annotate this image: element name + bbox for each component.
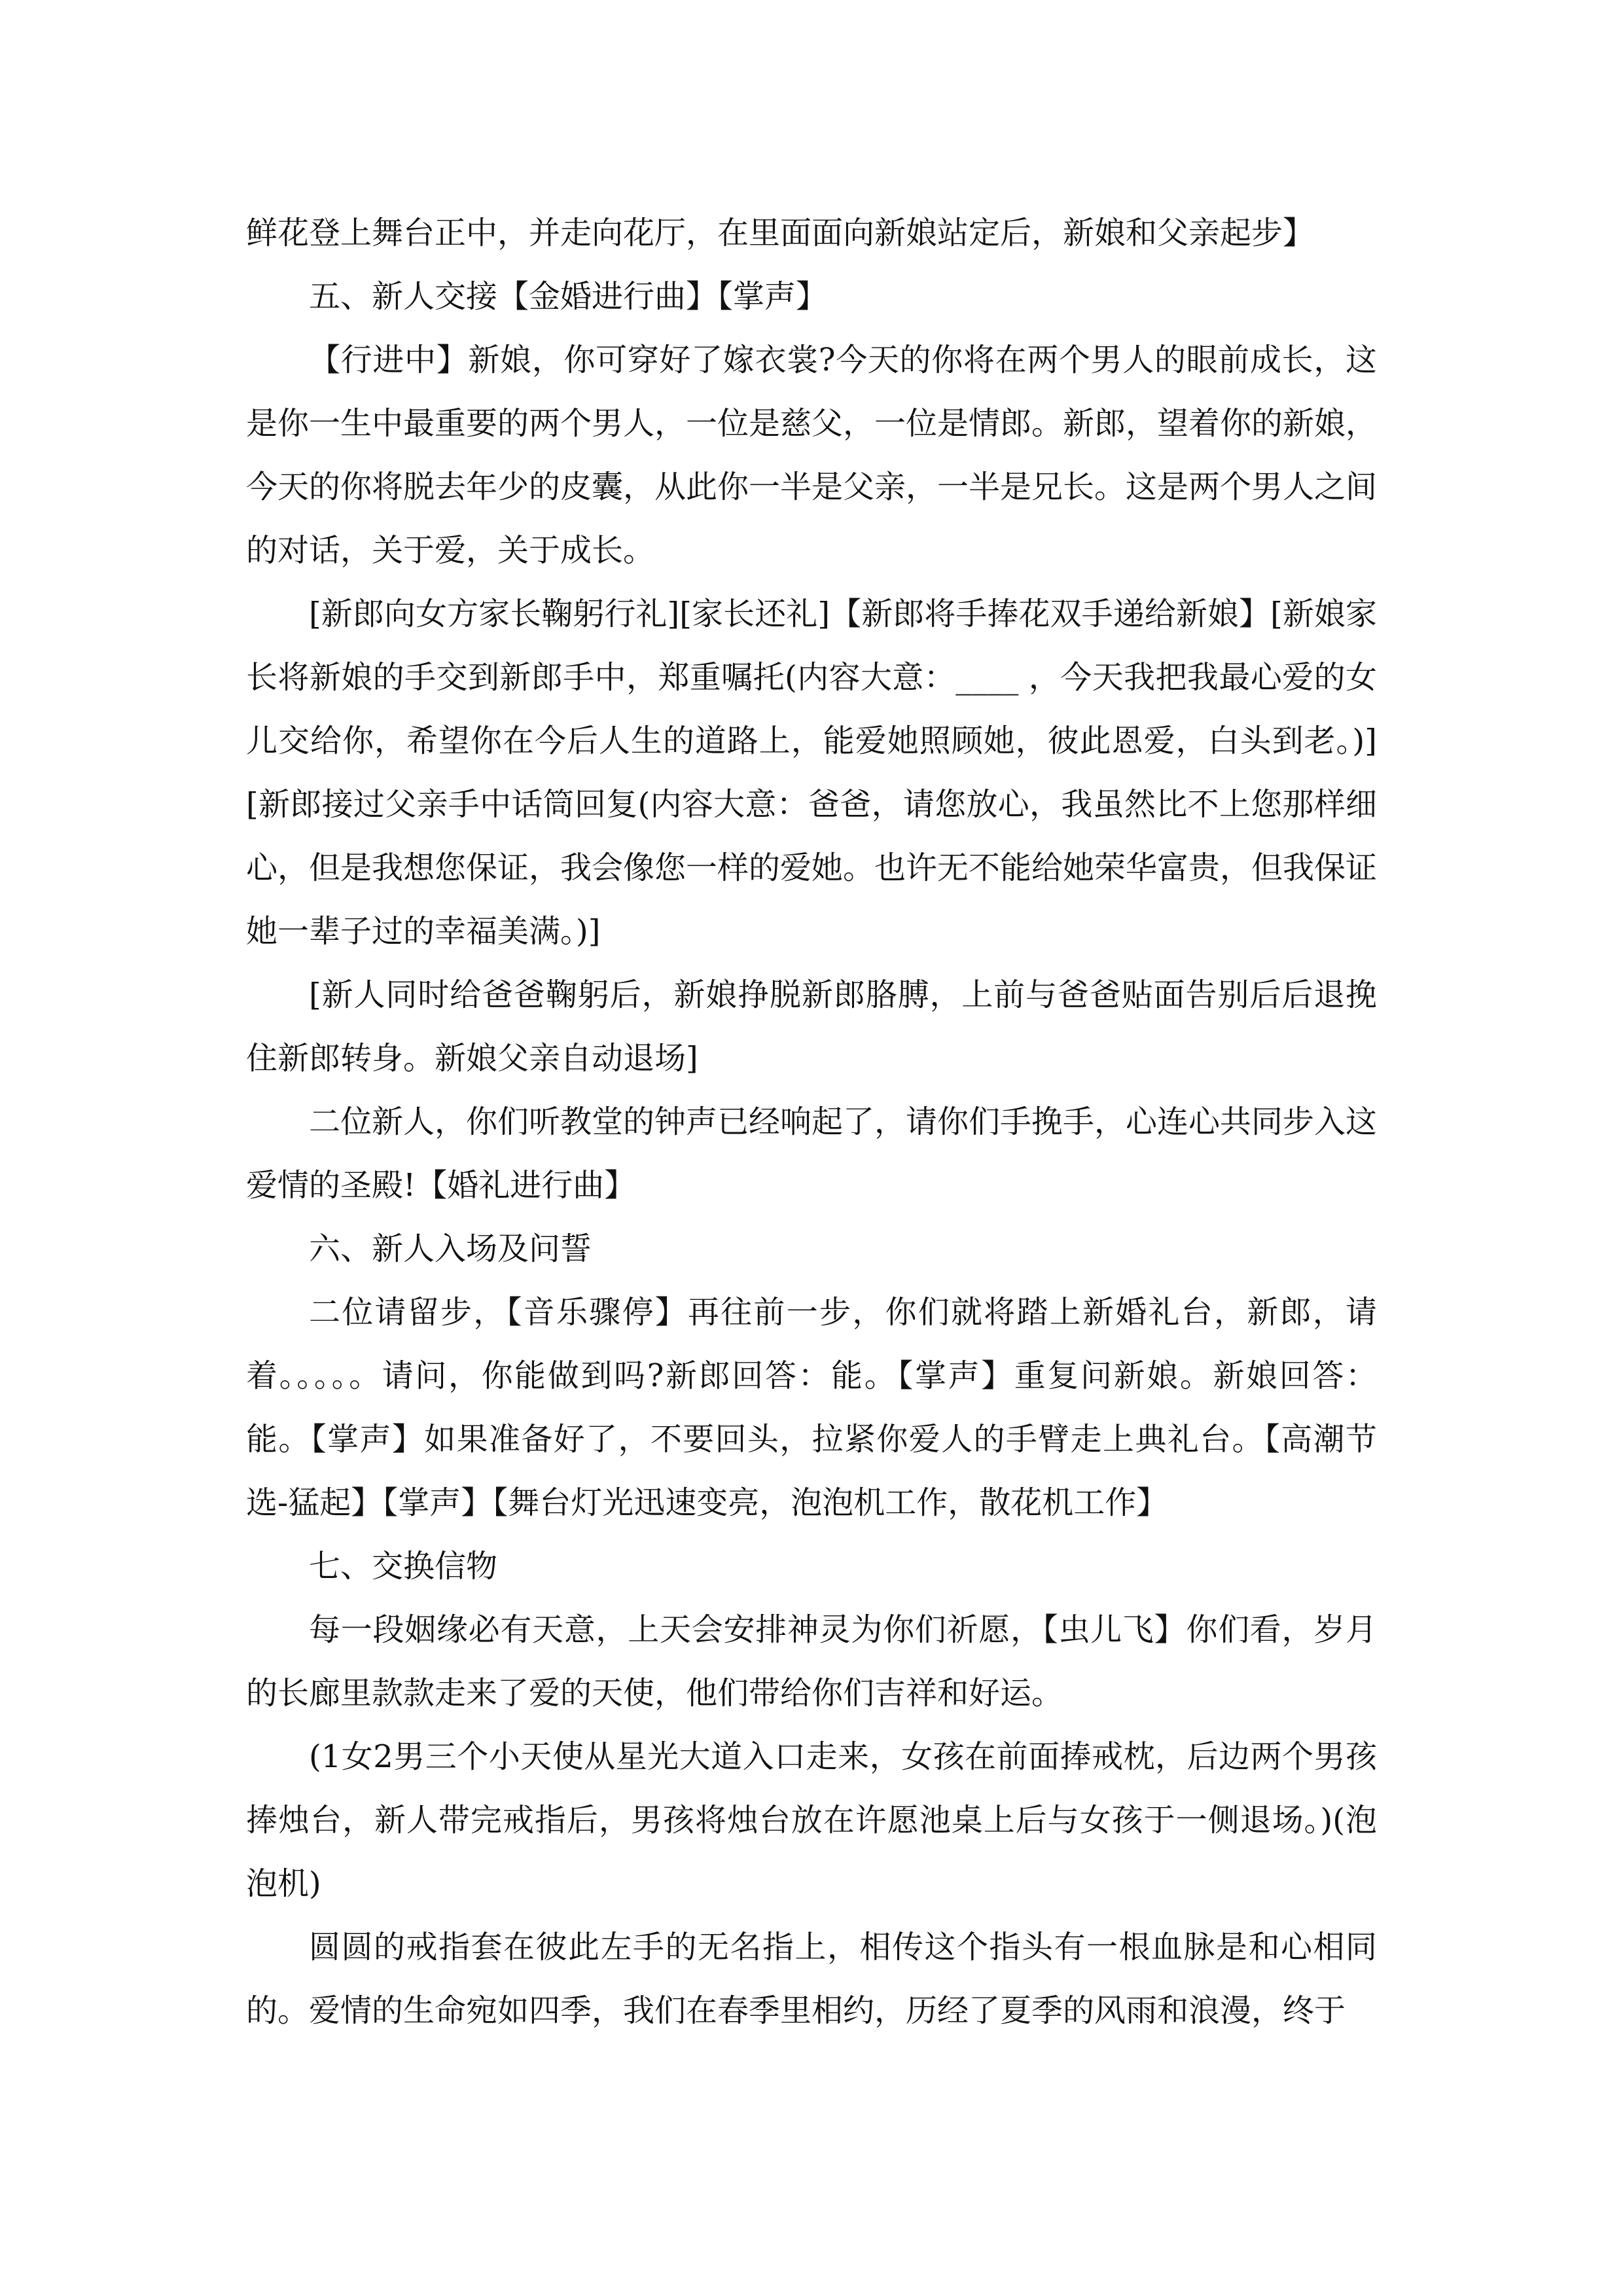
paragraph-5: [新人同时给爸爸鞠躬后，新娘挣脱新郎胳膊，上前与爸爸贴面告别后后退挽住新郎转身。新娘父亲自动退场] [246,977,1377,1077]
paragraph-1: 鲜花登上舞台正中，并走向花厅，在里面面向新娘站定后，新娘和父亲起步】 [246,215,1315,251]
paragraph-8: 二位请留步，【音乐骤停】再往前一步，你们就将踏上新婚礼台，新郎，请着。。。。。请问，你能做到吗?新郎回答：能。【掌声】重复问新娘。新娘回答：能。【掌声】如果准备好了，不要回头，拉紧你爱人的手臂走上典礼台。【高潮节选-猛起】【掌声】【舞台灯光迅速变亮，泡泡机工作，散花机工作】 [246,1294,1377,1521]
section-heading-7: 七、交换信物 [309,1548,498,1585]
paragraph-6: 二位新人，你们听教堂的钟声已经响起了，请你们手挽手，心连心共同步入这爱情的圣殿!【婚礼进行曲】 [246,1103,1378,1204]
paragraph-10: 每一段姻缘必有天意，上天会安排神灵为你们祈愿，【虫儿飞】你们看，岁月的长廊里款款走来了爱的天使，他们带给你们吉祥和好运。 [246,1611,1377,1712]
paragraph-3: 【行进中】新娘，你可穿好了嫁衣裳?今天的你将在两个男人的眼前成长，这是你一生中最重要的两个男人，一位是慈父，一位是情郎。新郎，望着你的新娘，今天的你将脱去年少的皮囊，从此你一半是父亲，一半是兄长。这是两个男人之间的对话，关于爱，关于成长。 [246,342,1378,569]
section-heading-6: 六、新人入场及问誓 [309,1230,592,1267]
paragraph-11: (1女2男三个小天使从星光大道入口走来，女孩在前面捧戒枕，后边两个男孩捧烛台，新人带完戒指后，男孩将烛台放在许愿池桌上后与女孩于一侧退场。)(泡泡机) [246,1738,1377,1902]
document-body [246,202,1377,2043]
paragraph-12: 圆圆的戒指套在彼此左手的无名指上，相传这个指头有一根血脉是和心相同的。爱情的生命宛如四季，我们在春季里相约，历经了夏季的风雨和浪漫，终于 [246,1929,1377,2029]
paragraph-4: [新郎向女方家长鞠躬行礼][家长还礼]【新郎将手捧花双手递给新娘】[新娘家长将新娘的手交到新郎手中，郑重嘱托(内容大意：____ ，今天我把我最心爱的女儿交给你，希望你在今后人生的道路上，能爱她照顾她，彼此恩爱，白头到老。)][新郎接过父亲手中话筒回复(内容大意：爸爸，请您放心，我虽然比不上您那样细心，但是我想您保证，我会像您一样的爱她。也许无不能给她荣华富贵，但我保证她一辈子过的幸福美满。)] [246,596,1378,950]
section-heading-5: 五、新人交接【金婚进行曲】【掌声】 [309,278,828,315]
